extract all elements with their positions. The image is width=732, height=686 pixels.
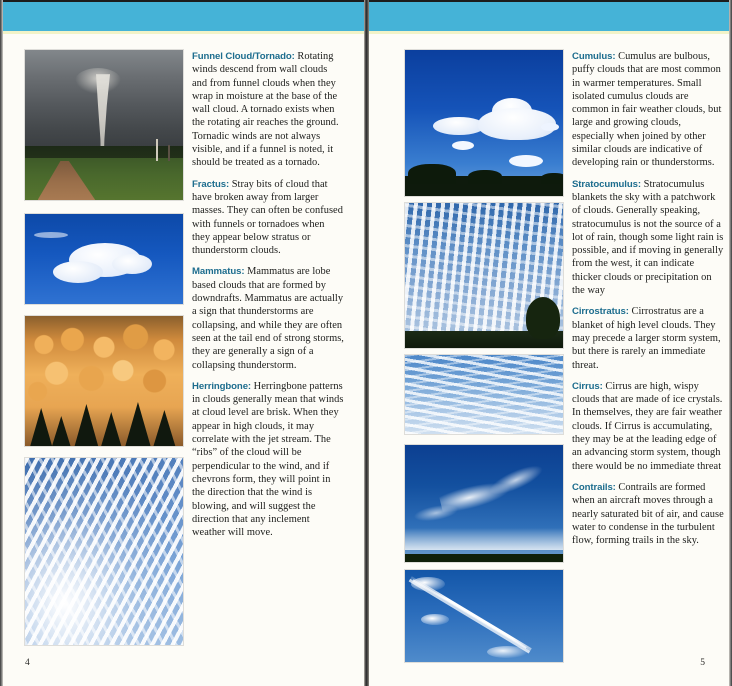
cloud-lobe-left (53, 261, 103, 283)
tornado-photo (25, 50, 183, 200)
term-funnel-cloud-tornado: Funnel Cloud/Tornado: (192, 51, 295, 62)
cumulus-photo (405, 50, 563, 196)
tree-silhouette (151, 410, 177, 446)
cloud-small-2 (509, 155, 543, 167)
tree-silhouette (526, 297, 560, 339)
contrails-photo (405, 570, 563, 662)
body-herringbone: Herringbone patterns in clouds generally mean that winds at cloud level are brisk. When they appear in high clouds, it may correlate with the jet stream. The “ribs” of the cloud will be perpendicular to the wind, and if chevrons form, they will point in the direction that the wind is blowing, and will suggest the direction that any inclement weather will move. (192, 380, 344, 539)
cloud-small-3 (541, 123, 559, 131)
contrail-primary (411, 576, 533, 651)
herringbone-photo (25, 458, 183, 645)
tree-silhouette (72, 404, 100, 446)
body-contrails: Contrails are formed when an aircraft moves through a nearly saturated bit of air, and cause water to condense in the turbulent flow, forming trails in the sky. (572, 481, 724, 547)
cloud-lobe-right (112, 254, 152, 274)
body-fractus: Stray bits of cloud that have broken away from larger masses. They can often be confused with funnels or tornadoes when they appear below stratus or thunderstorm clouds. (192, 178, 343, 257)
tree-silhouette (28, 408, 54, 446)
cloud-wisp (34, 232, 68, 238)
mammatus-photo (25, 316, 183, 446)
term-cirrus: Cirrus: (572, 380, 603, 392)
entry-cirrus (572, 380, 724, 473)
right-page (369, 34, 729, 686)
distant-treeline (25, 146, 183, 158)
fractus-photo (25, 214, 183, 304)
term-contrails: Contrails: (572, 481, 616, 493)
entry-contrails (572, 481, 724, 547)
ground-strip (405, 554, 563, 562)
utility-pole (156, 139, 158, 161)
top-banner-left (0, 0, 366, 33)
body-cirrus: Cirrus are high, wispy clouds that are made of ice crystals. In themselves, they are fair weather clouds. If Cirrus is accumulating, they may be at the leading edge of an advancing storm system, though there would be no immediate threat (572, 380, 723, 472)
top-banner-right (366, 0, 732, 33)
left-page-body (25, 50, 345, 645)
cirrus-photo (405, 445, 563, 562)
cloud-small-2 (421, 614, 449, 625)
left-page-edge (0, 0, 3, 686)
body-mammatus: Mammatus are lobe based clouds that are formed by downdrafts. Mammatus are actually a sign that thunderstorms are collapsing, and while they are often seen at the tail end of strong storms, they are generally a sign of a collapsing thunderstorm. (192, 266, 344, 371)
evergreen-silhouettes (25, 394, 183, 446)
term-cirrostratus: Cirrostratus: (572, 306, 629, 318)
tree-silhouette (123, 402, 153, 446)
tree-silhouette (50, 416, 72, 446)
bush-silhouette (541, 173, 563, 184)
cloud-small-3 (487, 646, 527, 658)
left-image-column (25, 50, 183, 645)
entry-herringbone (192, 380, 344, 540)
term-fractus: Fractus: (192, 178, 230, 190)
bush-silhouette (468, 170, 502, 184)
cirrus-wisp-left (414, 502, 460, 523)
body-cirrostratus: Cirrostratus are a blanket of high level clouds. They may precede a larger storm system, but there is rarely an immediate threat. (572, 306, 721, 371)
right-image-column (405, 50, 563, 662)
horizon-haze (405, 528, 563, 550)
page-number-left: 4 (25, 658, 30, 668)
term-cumulus: Cumulus: (572, 51, 616, 62)
entry-fractus (192, 178, 344, 258)
body-funnel-cloud-tornado: Rotating winds descend from wall clouds and from funnel clouds when they wrap in moisture at the base of the wall cloud. A tornado exists when the rotating air reaches the ground. Tornadic winds are not always visible, and if a funnel is noted, it should be treated as a tornado. (192, 51, 339, 169)
cloud-small-1 (452, 141, 474, 150)
right-page-body (405, 50, 725, 662)
entry-cirrostratus (572, 305, 724, 371)
term-herringbone: Herringbone: (192, 380, 252, 392)
right-text-column (572, 50, 724, 662)
bush-silhouette (408, 164, 456, 184)
entry-mammatus (192, 265, 344, 371)
entry-stratocumulus (572, 178, 724, 298)
term-mammatus: Mammatus: (192, 266, 245, 278)
cirrostratus-photo (405, 355, 563, 434)
term-stratocumulus: Stratocumulus: (572, 178, 641, 190)
book-gutter (364, 0, 369, 686)
left-page (3, 34, 366, 686)
entry-cumulus (572, 50, 724, 170)
body-cumulus: Cumulus are bulbous, puffy clouds that are most common in warmer temperatures. Small isolated cumulus clouds are common in fair weather clouds, but large and growing clouds, especially when joined by other similar clouds are indicative of developing rain or thunderstorms. (572, 51, 722, 169)
entry-funnel-cloud-tornado (192, 50, 344, 170)
page-number-right: 5 (700, 658, 705, 668)
left-text-column (192, 50, 344, 645)
stratocumulus-photo (405, 203, 563, 348)
body-stratocumulus: Stratocumulus blankets the sky with a patchwork of clouds. Generally speaking, stratocumulus is not the source of a lot of rain, though some light rain is possible, and if moving in generally from the west, it can indicate thicker clouds or precipitation on the way (572, 178, 724, 297)
tree-silhouette (99, 412, 123, 446)
fence-post (168, 145, 170, 161)
